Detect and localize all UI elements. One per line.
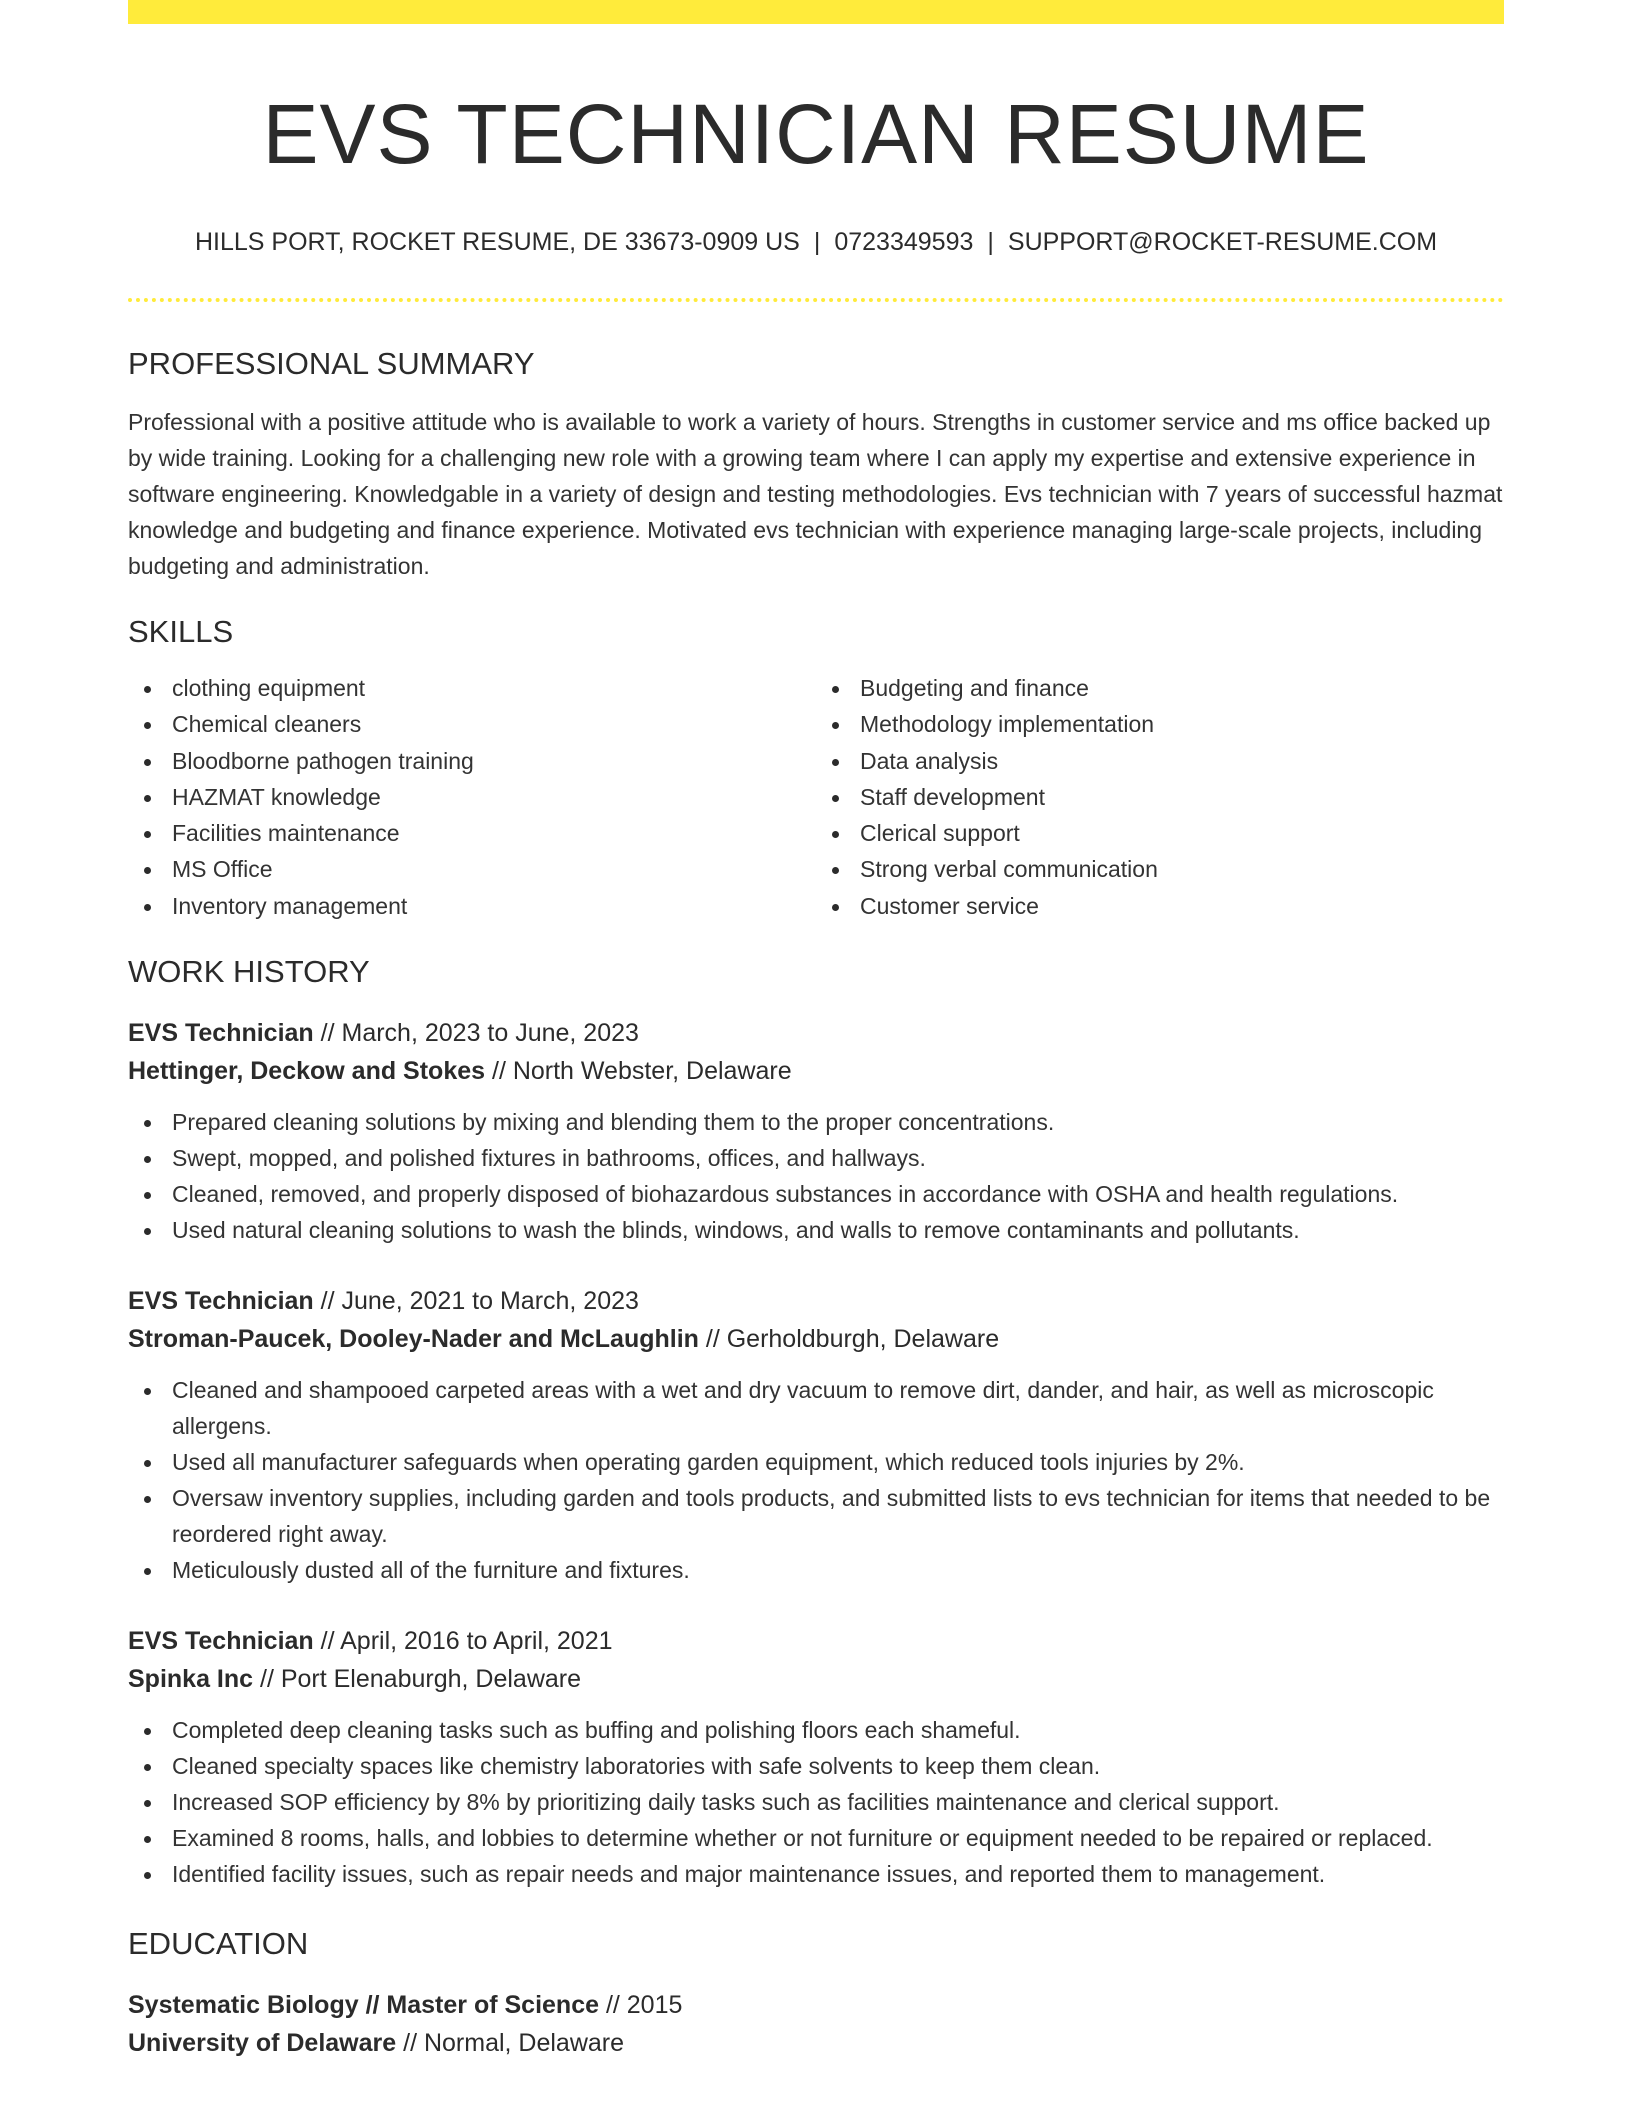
contact-phone: 0723349593 [834, 228, 974, 256]
contact-email[interactable]: SUPPORT@ROCKET-RESUME.COM [1007, 228, 1438, 256]
summary-heading: PROFESSIONAL SUMMARY [128, 346, 535, 381]
job-bullet: Meticulously dusted all of the furniture and fixtures. [128, 1552, 1504, 1588]
education-entry [128, 1986, 1504, 2062]
skill-item: MS Office [128, 851, 816, 887]
job-role-line [128, 1282, 1504, 1320]
skill-item: HAZMAT knowledge [128, 779, 816, 815]
job-bullet: Examined 8 rooms, halls, and lobbies to determine whether or not furniture or equipment needed to be repaired or replaced. [128, 1820, 1504, 1856]
job-role-line [128, 1622, 1504, 1660]
skill-item: Inventory management [128, 888, 816, 924]
contact-separator: | [813, 228, 821, 256]
resume-title: EVS TECHNICIAN RESUME [262, 87, 1370, 181]
job-role: EVS Technician [128, 1019, 314, 1048]
job-role: EVS Technician [128, 1287, 314, 1316]
skill-item: Facilities maintenance [128, 815, 816, 851]
skill-item: Staff development [816, 779, 1504, 815]
job-bullet: Cleaned, removed, and properly disposed of biohazardous substances in accordance with OSHA and health regulations. [128, 1176, 1504, 1212]
job-bullet: Cleaned specialty spaces like chemistry laboratories with safe solvents to keep them clean. [128, 1748, 1504, 1784]
job-bullets [128, 1372, 1504, 1588]
job-role-line [128, 1014, 1504, 1052]
education-school: University of Delaware [128, 2029, 397, 2058]
job-bullets [128, 1104, 1504, 1248]
job-entry [128, 1014, 1504, 1248]
skill-item: Customer service [816, 888, 1504, 924]
education-heading: EDUCATION [128, 1926, 309, 1962]
skill-item: Budgeting and finance [816, 670, 1504, 706]
education-year: // 2015 [599, 1991, 683, 2020]
job-location: // Gerholdburgh, Delaware [698, 1325, 1000, 1354]
work-history-heading: WORK HISTORY [128, 954, 370, 990]
job-bullet: Oversaw inventory supplies, including garden and tools products, and submitted lists to evs technician for items that needed to be reordered right away. [128, 1480, 1504, 1552]
contact-address: HILLS PORT, ROCKET RESUME, DE 33673-0909 US [194, 228, 800, 256]
skill-item: Strong verbal communication [816, 851, 1504, 887]
skill-item: clothing equipment [128, 670, 816, 706]
job-company-line [128, 1052, 1504, 1090]
education-degree: Systematic Biology // Master of Science [128, 1991, 599, 2020]
education-school-line [128, 2024, 1504, 2062]
job-bullet: Swept, mopped, and polished fixtures in bathrooms, offices, and hallways. [128, 1140, 1504, 1176]
job-role: EVS Technician [128, 1627, 314, 1656]
skills-heading: SKILLS [128, 614, 234, 649]
job-bullet: Identified facility issues, such as repair needs and major maintenance issues, and reported them to management. [128, 1856, 1504, 1892]
job-bullet: Prepared cleaning solutions by mixing and blending them to the proper concentrations. [128, 1104, 1504, 1140]
skill-item: Chemical cleaners [128, 706, 816, 742]
job-dates: // June, 2021 to March, 2023 [313, 1287, 639, 1316]
skill-item: Bloodborne pathogen training [128, 743, 816, 779]
job-company: Spinka Inc [128, 1665, 254, 1694]
skill-item: Clerical support [816, 815, 1504, 851]
job-bullet: Completed deep cleaning tasks such as buffing and polishing floors each shameful. [128, 1712, 1504, 1748]
header-divider [128, 298, 1504, 302]
summary-text: Professional with a positive attitude who is available to work a variety of hours. Strengths in customer service and ms office backed up by wide training. Looking for a challenging new role with a growing team where I can apply my expertise and extensive experience in software engineering. Knowledgable in a variety of design and testing methodologies. Evs technician with 7 years of successful hazmat knowledge and budgeting and finance experience. Motivated evs technician with experience managing large-scale projects, including budgeting and administration. [128, 409, 1503, 579]
skills-grid [128, 670, 1504, 924]
education-degree-line [128, 1986, 1504, 2024]
skills-column-right [816, 670, 1504, 924]
job-location: // Port Elenaburgh, Delaware [253, 1665, 582, 1694]
job-company: Hettinger, Deckow and Stokes [128, 1057, 486, 1086]
contact-separator: | [987, 228, 994, 256]
skill-item: Data analysis [816, 743, 1504, 779]
job-bullet: Used natural cleaning solutions to wash the blinds, windows, and walls to remove contaminants and pollutants. [128, 1212, 1504, 1248]
job-company-line [128, 1320, 1504, 1358]
contact-line [128, 226, 1504, 258]
job-entry [128, 1622, 1504, 1892]
job-bullet: Increased SOP efficiency by 8% by prioritizing daily tasks such as facilities maintenance and clerical support. [128, 1784, 1504, 1820]
job-dates: // April, 2016 to April, 2021 [313, 1627, 613, 1656]
job-dates: // March, 2023 to June, 2023 [313, 1019, 639, 1048]
job-company: Stroman-Paucek, Dooley-Nader and McLaughlin [128, 1325, 699, 1354]
job-entry [128, 1282, 1504, 1588]
job-bullets [128, 1712, 1504, 1892]
education-location: // Normal, Delaware [396, 2029, 625, 2058]
resume-page [128, 0, 1504, 2062]
skills-column-left [128, 670, 816, 924]
job-bullet: Cleaned and shampooed carpeted areas with a wet and dry vacuum to remove dirt, dander, and hair, as well as microscopic allergens. [128, 1372, 1504, 1444]
job-company-line [128, 1660, 1504, 1698]
job-bullet: Used all manufacturer safeguards when operating garden equipment, which reduced tools injuries by 2%. [128, 1444, 1504, 1480]
job-location: // North Webster, Delaware [485, 1057, 792, 1086]
skill-item: Methodology implementation [816, 706, 1504, 742]
top-accent-bar [128, 0, 1504, 24]
